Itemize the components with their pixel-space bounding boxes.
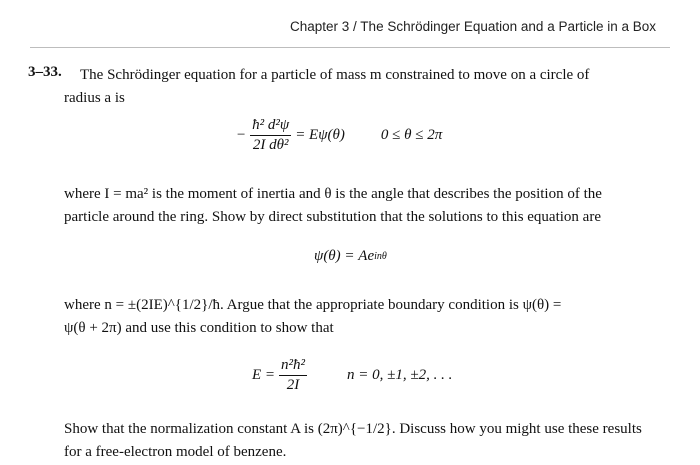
schrodinger-equation [236,117,442,154]
para4-line-2: for a free-electron model of benzene. [64,444,287,460]
intro-line-2: radius a is [64,90,125,106]
eq3-lhs: E = [252,367,276,383]
problem-number: 3–33. [28,64,62,80]
eq3-range: n = 0, ±1, ±2, . . . [347,367,453,383]
header-rule [30,47,670,48]
para3-line-1: where n = ±(2IE)^{1/2}/ħ. Argue that the appropriate boundary condition is ψ(θ) = [64,297,562,313]
problem-intro [64,64,665,110]
eq1-minus: − [236,127,247,143]
para2-line-2: particle around the ring. Show by direct substitution that the solutions to this equation are [64,209,601,225]
eq3-denominator: 2I [286,377,300,393]
para2-line-1: where I = ma² is the moment of inertia and θ is the angle that describes the position of the [64,186,602,202]
normalization-paragraph [64,418,660,464]
wavefunction-equation [314,248,387,265]
running-head: Chapter 3 / The Schrödinger Equation and a Particle in a Box [290,19,656,34]
eq2-base: ψ(θ) = Ae [314,248,375,264]
para4-line-1: Show that the normalization constant A is (2π)^{−1/2}. Discuss how you might use these results [64,421,642,437]
eq3-fraction [279,357,307,394]
energy-equation [252,357,452,394]
moment-of-inertia-paragraph [64,183,660,229]
boundary-condition-paragraph [64,294,660,340]
para3-line-2: ψ(θ + 2π) and use this condition to show that [64,320,334,336]
intro-line-1: The Schrödinger equation for a particle of mass m constrained to move on a circle of [80,67,590,83]
eq2-exponent: inθ [374,251,387,262]
eq1-denominator: 2I dθ² [252,137,289,153]
eq1-rhs: = Eψ(θ) [295,127,345,143]
eq3-numerator: n²ħ² [279,357,307,376]
eq1-numerator: ħ² d²ψ [250,117,291,136]
eq1-fraction [250,117,291,154]
eq1-range: 0 ≤ θ ≤ 2π [380,127,443,143]
